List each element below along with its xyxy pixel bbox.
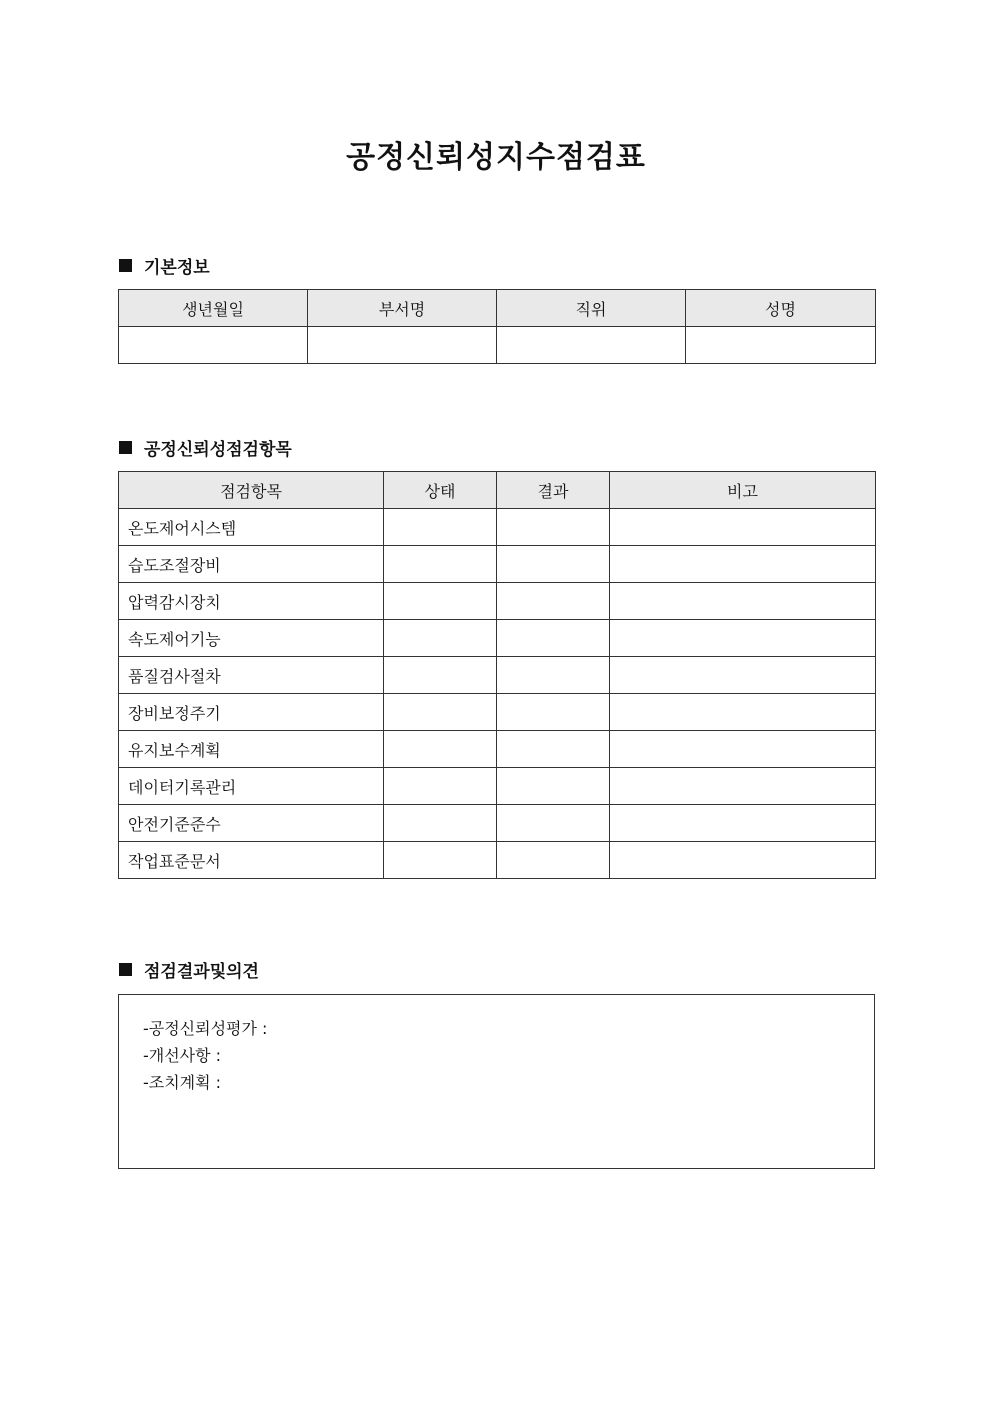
table-row — [119, 768, 876, 805]
status-cell[interactable] — [384, 509, 497, 546]
check-item-label: 속도제어기능 — [119, 620, 384, 657]
table-row — [119, 509, 876, 546]
header-result: 결과 — [497, 472, 610, 509]
remarks-cell[interactable] — [610, 546, 876, 583]
table-header-row — [119, 290, 876, 327]
result-cell[interactable] — [497, 805, 610, 842]
table-row — [119, 657, 876, 694]
section-heading-basic-info — [119, 253, 210, 277]
table-row — [119, 583, 876, 620]
status-cell[interactable] — [384, 620, 497, 657]
check-items-table — [118, 471, 876, 879]
remarks-cell[interactable] — [610, 583, 876, 620]
check-item-label: 품질검사절차 — [119, 657, 384, 694]
status-cell[interactable] — [384, 546, 497, 583]
birthdate-cell[interactable] — [119, 327, 308, 364]
table-row — [119, 805, 876, 842]
table-row — [119, 842, 876, 879]
status-cell[interactable] — [384, 731, 497, 768]
table-row — [119, 546, 876, 583]
result-cell[interactable] — [497, 768, 610, 805]
result-cell[interactable] — [497, 583, 610, 620]
status-cell[interactable] — [384, 768, 497, 805]
section-heading-check-items — [119, 435, 292, 459]
position-cell[interactable] — [497, 327, 686, 364]
status-cell[interactable] — [384, 583, 497, 620]
result-cell[interactable] — [497, 509, 610, 546]
section-title: 기본정보 — [144, 257, 210, 278]
remarks-cell[interactable] — [610, 657, 876, 694]
result-cell[interactable] — [497, 842, 610, 879]
table-row — [119, 327, 876, 364]
check-item-label: 데이터기록관리 — [119, 768, 384, 805]
result-cell[interactable] — [497, 694, 610, 731]
evaluation-line: -공정신뢰성평가 : — [143, 1019, 268, 1038]
remarks-cell[interactable] — [610, 509, 876, 546]
square-bullet-icon — [119, 259, 132, 272]
result-cell[interactable] — [497, 546, 610, 583]
result-cell[interactable] — [497, 620, 610, 657]
action-plan-line: -조치계획 : — [143, 1073, 222, 1092]
check-item-label: 온도제어시스템 — [119, 509, 384, 546]
check-item-label: 습도조절장비 — [119, 546, 384, 583]
status-cell[interactable] — [384, 805, 497, 842]
table-header-row — [119, 472, 876, 509]
check-item-label: 압력감시장치 — [119, 583, 384, 620]
improvements-line: -개선사항 : — [143, 1046, 222, 1065]
section-title: 점검결과및의견 — [144, 961, 259, 982]
result-cell[interactable] — [497, 657, 610, 694]
remarks-cell[interactable] — [610, 842, 876, 879]
table-row — [119, 731, 876, 768]
result-cell[interactable] — [497, 731, 610, 768]
header-remarks: 비고 — [610, 472, 876, 509]
check-item-label: 작업표준문서 — [119, 842, 384, 879]
table-row — [119, 694, 876, 731]
header-check-item: 점검항목 — [119, 472, 384, 509]
header-name: 성명 — [686, 290, 876, 327]
header-birthdate: 생년월일 — [119, 290, 308, 327]
section-title: 공정신뢰성점검항목 — [144, 439, 292, 460]
remarks-cell[interactable] — [610, 694, 876, 731]
opinion-box[interactable] — [118, 994, 875, 1169]
header-position: 직위 — [497, 290, 686, 327]
status-cell[interactable] — [384, 657, 497, 694]
remarks-cell[interactable] — [610, 805, 876, 842]
header-status: 상태 — [384, 472, 497, 509]
page-title: 공정신뢰성지수점검표 — [346, 140, 646, 175]
name-cell[interactable] — [686, 327, 876, 364]
status-cell[interactable] — [384, 842, 497, 879]
section-heading-results — [119, 957, 259, 981]
remarks-cell[interactable] — [610, 768, 876, 805]
department-cell[interactable] — [308, 327, 497, 364]
status-cell[interactable] — [384, 694, 497, 731]
header-department: 부서명 — [308, 290, 497, 327]
square-bullet-icon — [119, 963, 132, 976]
check-item-label: 유지보수계획 — [119, 731, 384, 768]
remarks-cell[interactable] — [610, 620, 876, 657]
basic-info-table — [118, 289, 876, 364]
check-item-label: 안전기준준수 — [119, 805, 384, 842]
table-row — [119, 620, 876, 657]
check-item-label: 장비보정주기 — [119, 694, 384, 731]
remarks-cell[interactable] — [610, 731, 876, 768]
square-bullet-icon — [119, 441, 132, 454]
